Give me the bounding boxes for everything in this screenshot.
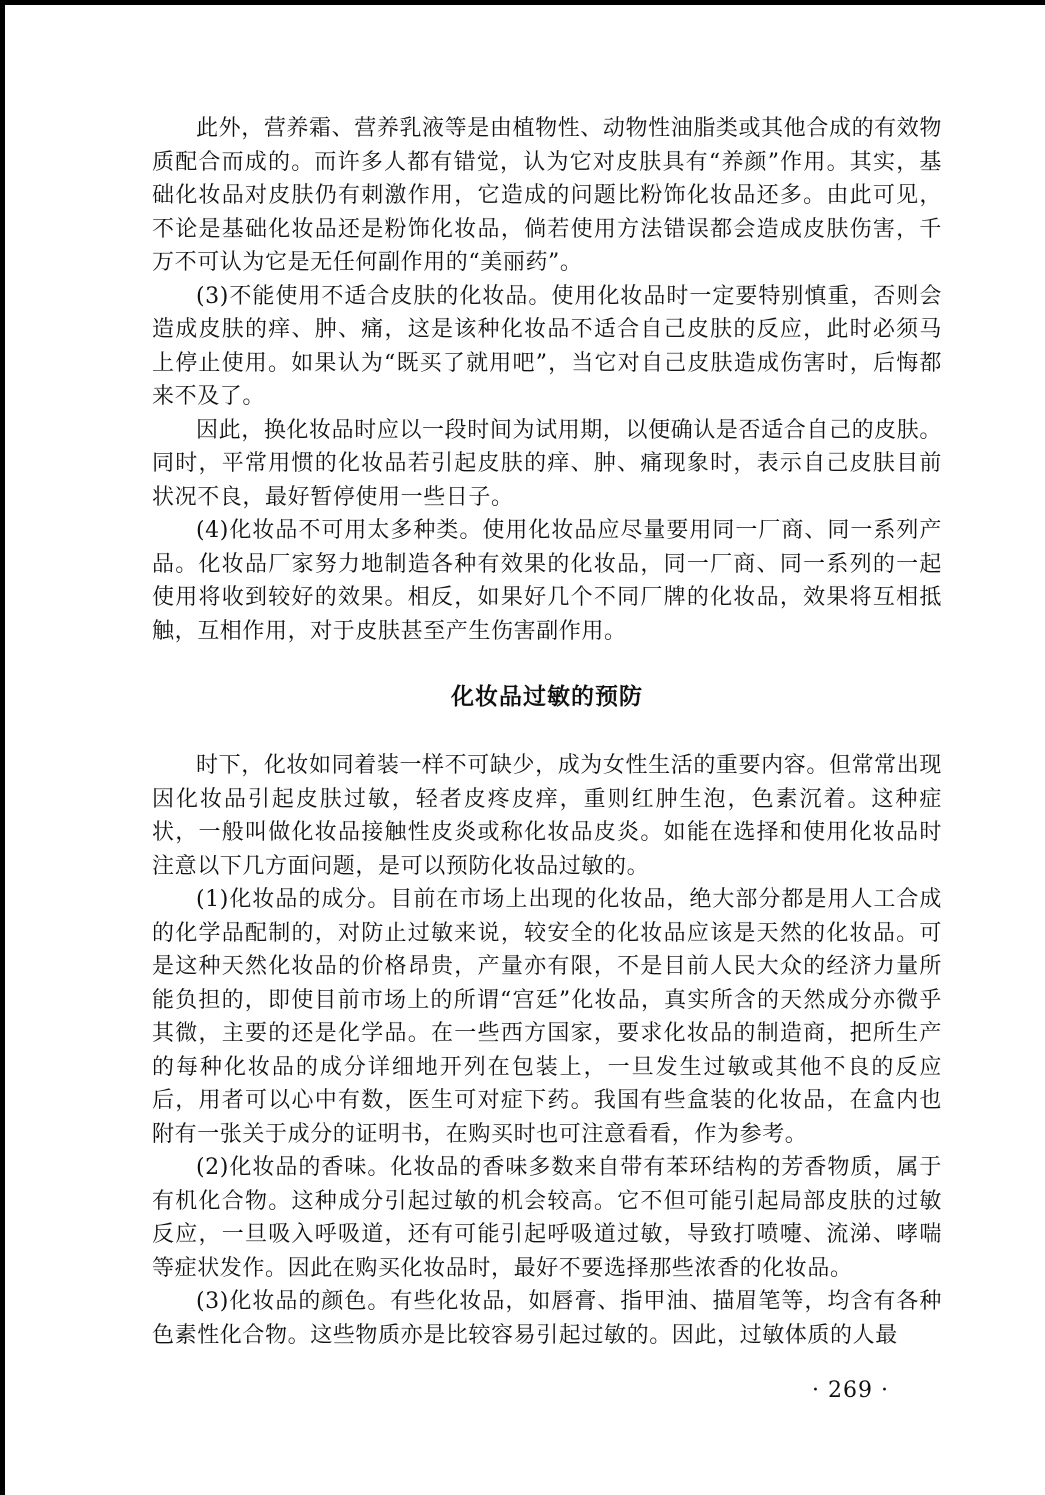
paragraph-item-1-ingredients: (1)化妆品的成分。目前在市场上出现的化妆品，绝大部分都是用人工合成的化学品配制的，对防止过敏来说，较安全的化妆品应该是天然的化妆品。可是这种天然化妆品的价格昂贵，产量亦有限，不是目前人民大众的经济力量所能负担的，即使目前市场上的所谓“宫廷”化妆品，真实所含的天然成分亦微乎其微，主要的还是化学品。在一些西方国家，要求化妆品的制造商，把所生产的每种化妆品的成分详细地开列在包装上，一旦发生过敏或其他不良的反应后，用者可以心中有数，医生可对症下药。我国有些盒装的化妆品，在盒内也附有一张关于成分的证明书，在购买时也可注意看看，作为参考。 <box>152 887 942 1147</box>
paragraph-intro-allergy: 时下，化妆如同着装一样不可缺少，成为女性生活的重要内容。但常常出现因化妆品引起皮肤过敏，轻者皮疼皮痒，重则红肿生泡，色素沉着。这种症状，一般叫做化妆品接触性皮炎或称化妆品皮炎。如能在选择和使用化妆品时注意以下几方面问题，是可以预防化妆品过敏的。 <box>152 753 942 879</box>
page-border-left <box>0 0 5 1495</box>
paragraph-nutrition-cream: 此外，营养霜、营养乳液等是由植物性、动物性油脂类或其他合成的有效物质配合而成的。而许多人都有错觉，认为它对皮肤具有“养颜”作用。其实，基础化妆品对皮肤仍有刺激作用，它造成的问题比粉饰化妆品还多。由此可见，不论是基础化妆品还是粉饰化妆品，倘若使用方法错误都会造成皮肤伤害，千万不可认为它是无任何副作用的“美丽药”。 <box>152 116 942 275</box>
paragraph-item-3-unsuitable: (3)不能使用不适合皮肤的化妆品。使用化妆品时一定要特别慎重，否则会造成皮肤的痒、肿、痛，这是该种化妆品不适合自己皮肤的反应，此时必须马上停止使用。如果认为“既买了就用吧”，当它对自己皮肤造成伤害时，后悔都来不及了。 <box>152 283 942 409</box>
page-border-top <box>0 0 1045 5</box>
page-number: · 269 · <box>812 1378 889 1403</box>
paragraph-item-2-fragrance: (2)化妆品的香味。化妆品的香味多数来自带有苯环结构的芳香物质，属于有机化合物。这种成分引起过敏的机会较高。它不但可能引起局部皮肤的过敏反应，一旦吸入呼吸道，还有可能引起呼吸道过敏，导致打喷嚏、流涕、哮喘等症状发作。因此在购买化妆品时，最好不要选择那些浓香的化妆品。 <box>152 1155 942 1281</box>
section-heading: 化妆品过敏的预防 <box>451 684 643 710</box>
paragraph-trial-period: 因此，换化妆品时应以一段时间为试用期，以便确认是否适合自己的皮肤。同时，平常用惯的化妆品若引起皮肤的痒、肿、痛现象时，表示自己皮肤目前状况不良，最好暂停使用一些日子。 <box>152 417 942 510</box>
paragraph-item-4-too-many-types: (4)化妆品不可用太多种类。使用化妆品应尽量要用同一厂商、同一系列产品。化妆品厂家努力地制造各种有效果的化妆品，同一厂商、同一系列的一起使用将收到较好的效果。相反，如果好几个不同厂牌的化妆品，效果将互相抵触，互相作用，对于皮肤甚至产生伤害副作用。 <box>152 518 942 644</box>
page-body <box>152 112 942 1352</box>
paragraph-item-3-color: (3)化妆品的颜色。有些化妆品，如唇膏、指甲油、描眉笔等，均含有各种色素性化合物。这些物质亦是比较容易引起过敏的。因此，过敏体质的人最 <box>152 1289 942 1348</box>
